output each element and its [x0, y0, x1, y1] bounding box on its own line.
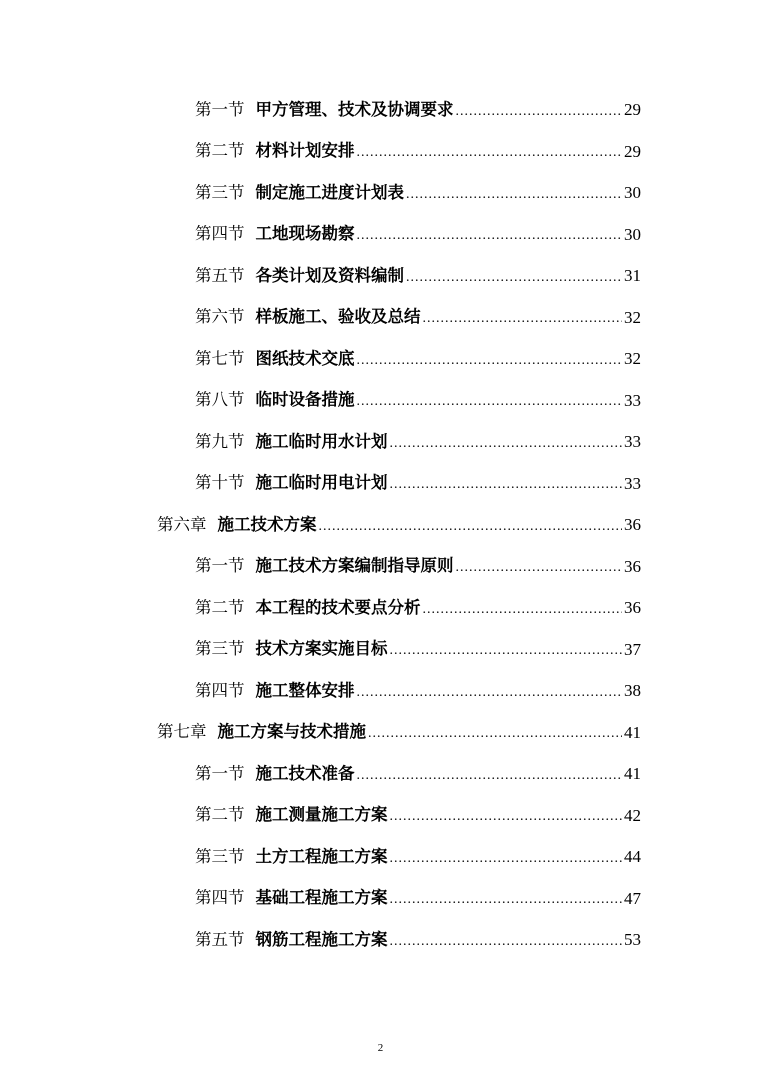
dot-leader — [390, 893, 623, 919]
toc-entry-page: 37 — [624, 639, 641, 659]
toc-entry-page: 36 — [624, 556, 641, 576]
toc-entry-prefix: 第五节 — [195, 929, 245, 949]
toc-entry-prefix: 第四节 — [195, 680, 245, 700]
toc-entry-page: 33 — [624, 390, 641, 410]
toc-entry[interactable] — [0, 172, 641, 214]
toc-entry-page: 42 — [624, 805, 641, 825]
toc-entry-page: 36 — [624, 515, 641, 535]
toc-entry-title: 施工临时用电计划 — [255, 473, 388, 492]
toc-entry-prefix: 第一节 — [195, 763, 245, 783]
toc-entry[interactable] — [0, 297, 641, 339]
toc-entry-prefix: 第三节 — [195, 182, 245, 202]
toc-entry-page: 30 — [624, 183, 641, 203]
toc-entry-page: 29 — [624, 141, 641, 161]
dot-leader — [456, 105, 623, 131]
toc-entry-title: 施工临时用水计划 — [255, 431, 388, 451]
toc-entry-title: 制定施工进度计划表 — [255, 182, 404, 202]
toc-entry-title: 技术方案实施目标 — [255, 639, 388, 658]
toc-entry[interactable] — [0, 546, 641, 588]
toc-entry-prefix: 第一节 — [195, 556, 245, 575]
dot-leader — [423, 312, 623, 338]
dot-leader — [406, 271, 622, 297]
toc-entry[interactable] — [0, 836, 641, 878]
toc-entry[interactable] — [0, 380, 641, 422]
toc-entry-title: 钢筋工程施工方案 — [255, 929, 388, 949]
dot-leader — [319, 520, 623, 546]
dot-leader — [390, 852, 623, 878]
toc-entry-prefix: 第二节 — [195, 805, 245, 824]
dot-leader — [390, 644, 623, 670]
toc-entry-title: 本工程的技术要点分析 — [255, 597, 421, 617]
toc-entry[interactable] — [0, 463, 641, 505]
toc-entry-page: 41 — [624, 722, 641, 742]
toc-entry-prefix: 第十节 — [195, 473, 245, 492]
toc-entry-title: 施工测量施工方案 — [255, 805, 388, 824]
toc-entry-prefix: 第八节 — [195, 390, 245, 409]
toc-entry-page: 47 — [624, 888, 641, 908]
toc-entry-title: 基础工程施工方案 — [255, 888, 388, 907]
toc-entry[interactable] — [0, 753, 641, 795]
toc-entry-page: 32 — [624, 349, 641, 369]
toc-entry-page: 53 — [624, 930, 641, 950]
toc-entry[interactable] — [0, 629, 641, 671]
toc-entry-title: 土方工程施工方案 — [255, 846, 388, 866]
dot-leader — [357, 146, 623, 172]
toc-chapter-entry[interactable] — [0, 712, 641, 754]
dot-leader — [368, 727, 622, 753]
toc-entry[interactable] — [0, 89, 641, 131]
toc-entry[interactable] — [0, 670, 641, 712]
toc-entry-prefix: 第三节 — [195, 639, 245, 658]
toc-entry-prefix: 第六章 — [157, 514, 207, 534]
toc-entry-prefix: 第六节 — [195, 307, 245, 326]
dot-leader — [390, 478, 623, 504]
toc-entry-title: 临时设备措施 — [255, 390, 355, 409]
dot-leader — [357, 769, 623, 795]
toc-entry[interactable] — [0, 421, 641, 463]
toc-entry-prefix: 第四节 — [195, 224, 245, 243]
toc-entry-title: 施工技术方案编制指导原则 — [255, 556, 454, 575]
dot-leader — [390, 935, 623, 961]
toc-entry[interactable] — [0, 131, 641, 173]
toc-entry[interactable] — [0, 919, 641, 961]
toc-entry-title: 材料计划安排 — [255, 141, 355, 160]
toc-entry-page: 33 — [624, 473, 641, 493]
toc-entry-prefix: 第四节 — [195, 888, 245, 907]
toc-entry[interactable] — [0, 878, 641, 920]
toc-entry-title: 施工方案与技术措施 — [217, 722, 366, 741]
toc-entry[interactable] — [0, 795, 641, 837]
dot-leader — [357, 686, 623, 712]
toc-entry-prefix: 第一节 — [195, 99, 245, 119]
dot-leader — [357, 354, 623, 380]
toc-entry-title: 图纸技术交底 — [255, 348, 355, 368]
dot-leader — [390, 810, 623, 836]
toc-entry-page: 44 — [624, 847, 641, 867]
toc-entry-title: 施工整体安排 — [255, 680, 355, 700]
toc-entry[interactable] — [0, 338, 641, 380]
toc-entry[interactable] — [0, 214, 641, 256]
dot-leader — [357, 395, 623, 421]
toc-entry-page: 32 — [624, 307, 641, 327]
toc-entry-prefix: 第三节 — [195, 846, 245, 866]
toc-entry-prefix: 第七章 — [157, 722, 207, 741]
toc-entry-title: 各类计划及资料编制 — [255, 265, 404, 285]
toc-entry-page: 31 — [624, 266, 641, 286]
toc-entry-title: 施工技术准备 — [255, 763, 355, 783]
dot-leader — [390, 437, 623, 463]
toc-entry-title: 甲方管理、技术及协调要求 — [255, 99, 454, 119]
page-number: 2 — [377, 1042, 384, 1054]
dot-leader — [406, 188, 622, 214]
toc-entry-page: 38 — [624, 681, 641, 701]
toc-entry[interactable] — [0, 587, 641, 629]
toc-entry-page: 29 — [624, 100, 641, 120]
toc-entry-prefix: 第五节 — [195, 265, 245, 285]
toc-entry-prefix: 第二节 — [195, 141, 245, 160]
toc-entry-page: 36 — [624, 598, 641, 618]
toc-entry-page: 41 — [624, 764, 641, 784]
toc-entry-page: 30 — [624, 224, 641, 244]
toc-entry-title: 工地现场勘察 — [255, 224, 355, 243]
dot-leader — [423, 603, 623, 629]
toc-entry-prefix: 第二节 — [195, 597, 245, 617]
toc-entry-title: 施工技术方案 — [217, 514, 317, 534]
toc-chapter-entry[interactable] — [0, 504, 641, 546]
dot-leader — [456, 561, 623, 587]
table-of-contents — [0, 89, 761, 961]
toc-entry[interactable] — [0, 255, 641, 297]
toc-entry-prefix: 第七节 — [195, 348, 245, 368]
toc-entry-prefix: 第九节 — [195, 431, 245, 451]
dot-leader — [357, 229, 623, 255]
toc-entry-title: 样板施工、验收及总结 — [255, 307, 421, 326]
toc-entry-page: 33 — [624, 432, 641, 452]
